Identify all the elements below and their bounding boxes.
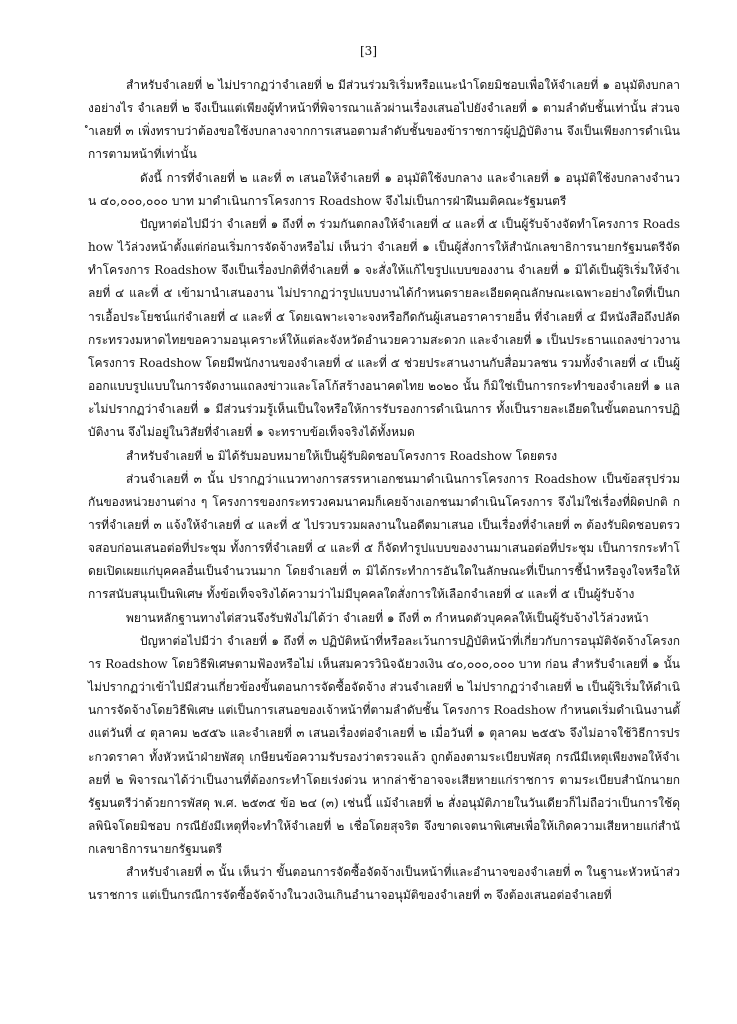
paragraph-special-method-issue: ปัญหาต่อไปมีว่า จำเลยที่ ๑ ถึงที่ ๓ ปฏิบัติหน้าที่หรือละเว้นการปฏิบัติหน้าที่เกี่ยวกับการอนุมัติจัดจ้างโครงการ Roadshow โดยวิธีพิเศษตามฟ้องหรือไม่ เห็นสมควรวินิจฉัยวงเงิน ๔๐,๐๐๐,๐๐๐ บาท ก่อน สำหรับจำเลยที่ ๑ นั้น ไม่ปรากฏว่าเข้าไปมีส่วนเกี่ยวข้องขั้นตอนการจัดซื้อจัดจ้าง ส่วนจำเลยที่ ๒ ไม่ปรากฏว่าจำเลยที่ ๒ เป็นผู้ริเริ่มให้ดำเนินการจัดจ้างโดยวิธีพิเศษ แต่เป็นการเสนอของเจ้าหน้าที่ตามลำดับชั้น โครงการ Roadshow กำหนดเริ่มดำเนินงานตั้งแต่วันที่ ๔ ตุลาคม ๒๕๕๖ และจำเลยที่ ๓ เสนอเรื่องต่อจำเลยที่ ๒ เมื่อวันที่ ๑ ตุลาคม ๒๕๕๖ จึงไม่อาจใช้วิธีการประกวดราคา ทั้งหัวหน้าฝ่ายพัสดุ เกษียนข้อความรับรองว่าตรวจแล้ว ถูกต้องตามระเบียบพัสดุ กรณีมีเหตุเพียงพอให้จำเลยที่ ๒ พิจารณาได้ว่าเป็นงานที่ต้องกระทำโดยเร่งด่วน หากล่าช้าอาจจะเสียหายแก่ราชการ ตามระเบียบสำนักนายกรัฐมนตรีว่าด้วยการพัสดุ พ.ศ. ๒๕๓๕ ข้อ ๒๔ (๓) เช่นนี้ แม้จำเลยที่ ๒ สั่งอนุมัติภายในวันเดียวก็ไม่ถือว่าเป็นการใช้ดุลพินิจโดยมิชอบ กรณียังมีเหตุที่จะทำให้จำเลยที่ ๒ เชื่อโดยสุจริต จึงขาดเจตนาพิเศษเพื่อให้เกิดความเสียหายแก่สำนักเลขาธิการนายกรัฐมนตรี (88, 633, 680, 857)
page-number: [3] (360, 44, 377, 58)
paragraph-defendant-3-procurement: ส่วนจำเลยที่ ๓ นั้น ปรากฏว่าแนวทางการสรรหาเอกชนมาดำเนินการโครงการ Roadshow เป็นข้อสรุปร่วมกันของหน่วยงานต่าง ๆ โครงการของกระทรวงคมนาคมก็เคยจ้างเอกชนมาดำเนินโครงการ จึงไม่ใช่เรื่องที่ผิดปกติ การที่จำเลยที่ ๓ แจ้งให้จำเลยที่ ๔ และที่ ๕ ไปรวบรวมผลงานในอดีตมาเสนอ เป็นเรื่องที่จำเลยที่ ๓ ต้องรับผิดชอบตรวจสอบก่อนเสนอต่อที่ประชุม ทั้งการที่จำเลยที่ ๔ และที่ ๕ ก็จัดทำรูปแบบของงานมาเสนอต่อที่ประชุม เป็นการกระทำโดยเปิดเผยแก่บุคคลอื่นเป็นจำนวนมาก โดยจำเลยที่ ๓ มิได้กระทำการอันใดในลักษณะที่เป็นการชี้นำหรือจูงใจหรือให้การสนับสนุนเป็นพิเศษ ทั้งข้อเท็จจริงได้ความว่าไม่มีบุคคลใดสั่งการให้เลือกจำเลยที่ ๔ และที่ ๕ เป็นผู้รับจ้าง (88, 471, 680, 602)
paragraph-contractor-preselection-issue: ปัญหาต่อไปมีว่า จำเลยที่ ๑ ถึงที่ ๓ ร่วมกันตกลงให้จำเลยที่ ๔ และที่ ๕ เป็นผู้รับจ้างจัดทำโครงการ Roadshow ไว้ล่วงหน้าตั้งแต่ก่อนเริ่มการจัดจ้างหรือไม่ เห็นว่า จำเลยที่ ๑ เป็นผู้สั่งการให้สำนักเลขาธิการนายกรัฐมนตรีจัดทำโครงการ Roadshow จึงเป็นเรื่องปกติที่จำเลยที่ ๑ จะสั่งให้แก้ไขรูปแบบของงาน จำเลยที่ ๑ มิได้เป็นผู้ริเริ่มให้จำเลยที่ ๔ และที่ ๕ เข้ามานำเสนองาน ไม่ปรากฏว่ารูปแบบงานได้กำหนดรายละเอียดคุณลักษณะเฉพาะอย่างใดที่เป็นการเอื้อประโยชน์แก่จำเลยที่ ๔ และที่ ๕ โดยเฉพาะเจาะจงหรือกีดกันผู้เสนอราคารายอื่น ที่จำเลยที่ ๔ มีหนังสือถึงปลัดกระทรวงมหาดไทยขอความอนุเคราะห์ให้แต่ละจังหวัดอำนวยความสะดวก และจำเลยที่ ๑ เป็นประธานแถลงข่าวงานโครงการ Roadshow โดยมีพนักงานของจำเลยที่ ๔ และที่ ๕ ช่วยประสานงานกับสื่อมวลชน รวมทั้งจำเลยที่ ๔ เป็นผู้ออกแบบรูปแบบในการจัดงานแถลงข่าวและโลโก้สร้างอนาคตไทย ๒๐๒๐ นั้น ก็มิใช่เป็นการกระทำของจำเลยที่ ๑ และไม่ปรากฏว่าจำเลยที่ ๑ มีส่วนร่วมรู้เห็นเป็นใจหรือให้การรับรองการดำเนินการ ทั้งเป็นรายละเอียดในขั้นตอนการปฏิบัติงาน จึงไม่อยู่ในวิสัยที่จำเลยที่ ๑ จะทราบข้อเท็จจริงได้ทั้งหมด (88, 216, 680, 440)
paragraph-budget-approval-conclusion: ดังนี้ การที่จำเลยที่ ๒ และที่ ๓ เสนอให้จำเลยที่ ๑ อนุมัติใช้งบกลาง และจำเลยที่ ๑ อนุมัติใช้งบกลางจำนวน ๔๐,๐๐๐,๐๐๐ บาท มาดำเนินการโครงการ Roadshow จึงไม่เป็นการฝ่าฝืนมติคณะรัฐมนตรี (88, 170, 680, 208)
paragraph-defendant-2-role: สำหรับจำเลยที่ ๒ ไม่ปรากฏว่าจำเลยที่ ๒ มีส่วนร่วมริเริ่มหรือแนะนำโดยมิชอบเพื่อให้จำเลยที่ ๑ อนุมัติงบกลางอย่างไร จำเลยที่ ๒ จึงเป็นแต่เพียงผู้ทำหน้าที่พิจารณาแล้วผ่านเรื่องเสนอไปยังจำเลยที่ ๑ ตามลำดับชั้นเท่านั้น ส่วนจำเลยที่ ๓ เพิ่งทราบว่าต้องขอใช้งบกลางจากการเสนอตามลำดับชั้นของข้าราชการผู้ปฏิบัติงาน จึงเป็นเพียงการดำเนินการตามหน้าที่เท่านั้น (88, 78, 680, 162)
paragraph-evidence-conclusion: พยานหลักฐานทางไต่สวนจึงรับฟังไม่ได้ว่า จำเลยที่ ๑ ถึงที่ ๓ กำหนดตัวบุคคลให้เป็นผู้รับจ้างไว้ล่วงหน้า (126, 610, 649, 625)
paragraph-defendant-2-responsibility: สำหรับจำเลยที่ ๒ มิได้รับมอบหมายให้เป็นผู้รับผิดชอบโครงการ Roadshow โดยตรง (126, 448, 558, 463)
document-body (88, 74, 680, 908)
paragraph-defendant-3-authority: สำหรับจำเลยที่ ๓ นั้น เห็นว่า ขั้นตอนการจัดซื้อจัดจ้างเป็นหน้าที่และอำนาจของจำเลยที่ ๓ ในฐานะหัวหน้าส่วนราชการ แต่เป็นกรณีการจัดซื้อจัดจ้างในวงเงินเกินอำนาจอนุมัติของจำเลยที่ ๓ จึงต้องเสนอต่อจำเลยที่ (88, 865, 680, 903)
